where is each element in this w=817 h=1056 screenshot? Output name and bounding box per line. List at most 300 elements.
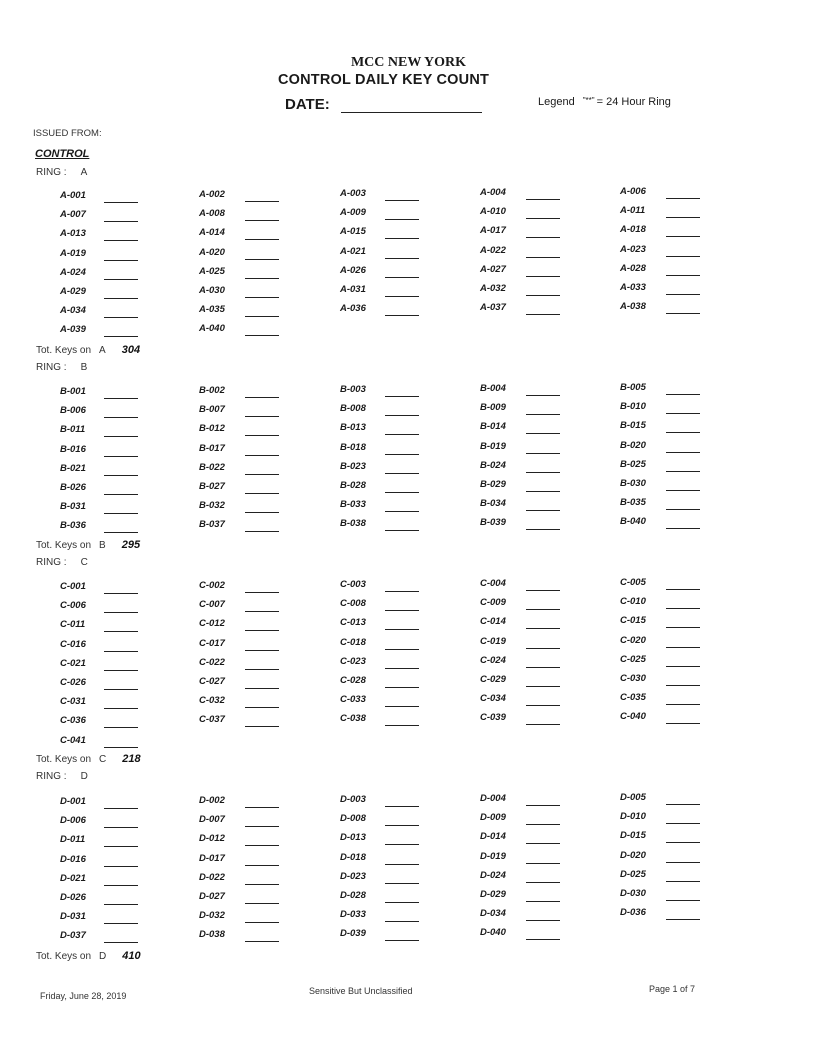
key-code: B-022 <box>199 461 225 473</box>
key-count-blank[interactable] <box>666 685 700 686</box>
key-count-blank[interactable] <box>245 201 279 202</box>
key-code: B-006 <box>60 405 86 417</box>
key-count-blank[interactable] <box>385 277 419 278</box>
key-code: D-040 <box>480 927 506 939</box>
key-code: A-029 <box>60 286 86 297</box>
key-code: C-017 <box>199 637 225 649</box>
key-count-blank[interactable] <box>245 239 279 240</box>
key-count-blank[interactable] <box>385 610 419 611</box>
key-code: B-026 <box>60 482 86 493</box>
total-value: 410 <box>122 950 141 962</box>
ring-letter: B <box>80 362 88 373</box>
key-code: A-035 <box>199 304 225 316</box>
key-code: C-028 <box>340 675 366 686</box>
key-code: C-002 <box>199 580 225 591</box>
key-code: C-006 <box>60 600 86 612</box>
ring-prefix: RING : <box>36 771 67 782</box>
legend-label: Legend <box>538 96 575 108</box>
key-code: D-012 <box>199 833 225 845</box>
key-count-blank[interactable] <box>385 454 419 455</box>
key-code: B-036 <box>60 520 86 532</box>
key-code: B-031 <box>60 501 86 513</box>
key-count-blank[interactable] <box>526 276 560 277</box>
key-code: A-037 <box>480 302 506 314</box>
key-count-blank[interactable] <box>245 435 279 436</box>
key-code: B-007 <box>199 404 225 416</box>
key-count-blank[interactable] <box>104 317 138 318</box>
key-code: A-017 <box>480 225 506 237</box>
total-ring-letter: B <box>99 540 106 551</box>
key-code: C-012 <box>199 618 225 630</box>
key-code: B-015 <box>620 420 646 432</box>
key-count-blank[interactable] <box>245 493 279 494</box>
key-count-blank[interactable] <box>245 845 279 846</box>
ring-prefix: RING : <box>36 557 67 568</box>
key-count-blank[interactable] <box>104 298 138 299</box>
key-count-blank[interactable] <box>245 278 279 279</box>
key-code: D-019 <box>480 850 506 862</box>
key-code: A-022 <box>480 244 506 256</box>
key-code: D-018 <box>340 851 366 863</box>
key-count-blank[interactable] <box>385 511 419 512</box>
key-count-blank[interactable] <box>104 456 138 457</box>
key-code: C-010 <box>620 596 646 608</box>
key-count-blank[interactable] <box>245 316 279 317</box>
key-code: A-014 <box>199 227 225 239</box>
key-count-blank[interactable] <box>666 666 700 667</box>
key-code: A-040 <box>199 323 225 335</box>
key-code: C-019 <box>480 635 506 647</box>
key-code: A-032 <box>480 283 506 294</box>
key-count-blank[interactable] <box>666 217 700 218</box>
key-count-blank[interactable] <box>385 940 419 941</box>
key-count-blank[interactable] <box>385 591 419 592</box>
key-code: A-003 <box>340 188 366 199</box>
key-count-blank[interactable] <box>385 473 419 474</box>
key-code: A-013 <box>60 228 86 240</box>
key-code: C-034 <box>480 693 506 705</box>
key-count-blank[interactable] <box>385 864 419 865</box>
total-ring-letter: C <box>99 754 107 765</box>
key-count-blank[interactable] <box>526 882 560 883</box>
key-code: D-003 <box>340 794 366 805</box>
total-ring-letter: A <box>99 345 106 356</box>
legend-text: = 24 Hour Ring <box>596 96 671 108</box>
key-count-blank[interactable] <box>104 336 138 337</box>
key-code: D-005 <box>620 792 646 803</box>
key-code: B-019 <box>480 440 506 452</box>
key-count-blank[interactable] <box>245 297 279 298</box>
key-code: C-026 <box>60 677 86 688</box>
total-value: 295 <box>121 539 141 551</box>
key-count-blank[interactable] <box>104 260 138 261</box>
key-code: D-017 <box>199 852 225 864</box>
key-code: D-028 <box>340 890 366 901</box>
key-code: D-026 <box>60 892 86 903</box>
key-code: C-039 <box>480 712 506 724</box>
key-count-blank[interactable] <box>666 627 700 628</box>
total-prefix: Tot. Keys on <box>36 951 92 962</box>
key-count-blank[interactable] <box>104 885 138 886</box>
key-code: D-023 <box>340 870 366 882</box>
key-code: B-034 <box>480 498 506 510</box>
key-code: D-001 <box>60 796 86 807</box>
key-count-blank[interactable] <box>385 415 419 416</box>
key-code: B-012 <box>199 423 225 435</box>
key-code: D-033 <box>340 909 366 921</box>
key-count-blank[interactable] <box>385 668 419 669</box>
key-count-blank[interactable] <box>526 920 560 921</box>
key-code: C-011 <box>60 619 86 631</box>
ring-label-b <box>36 362 87 373</box>
key-code: C-013 <box>340 617 366 629</box>
key-count-blank[interactable] <box>245 688 279 689</box>
key-code: C-040 <box>620 711 646 723</box>
key-count-blank[interactable] <box>666 723 700 724</box>
key-code: C-018 <box>340 636 366 648</box>
total-value: 304 <box>121 344 141 356</box>
key-count-blank[interactable] <box>245 259 279 260</box>
key-count-blank[interactable] <box>666 647 700 648</box>
key-code: B-025 <box>620 458 646 470</box>
key-count-blank[interactable] <box>104 631 138 632</box>
key-count-blank[interactable] <box>104 651 138 652</box>
key-code: B-038 <box>340 518 366 530</box>
legend <box>538 96 671 108</box>
key-code: D-034 <box>480 908 506 920</box>
key-count-blank[interactable] <box>385 825 419 826</box>
key-code: C-038 <box>340 713 366 725</box>
key-count-blank[interactable] <box>385 725 419 726</box>
key-code: D-037 <box>60 930 86 942</box>
key-code: D-020 <box>620 849 646 861</box>
key-count-blank[interactable] <box>104 846 138 847</box>
ring-letter: C <box>80 557 88 568</box>
key-count-blank[interactable] <box>245 707 279 708</box>
key-count-blank[interactable] <box>526 609 560 610</box>
key-code: A-034 <box>60 305 86 317</box>
total-prefix: Tot. Keys on <box>36 345 92 356</box>
key-count-blank[interactable] <box>526 314 560 315</box>
key-code: A-002 <box>199 189 225 200</box>
key-code: B-008 <box>340 403 366 415</box>
key-count-blank[interactable] <box>245 903 279 904</box>
key-code: C-009 <box>480 597 506 609</box>
key-count-blank[interactable] <box>666 528 700 529</box>
key-count-blank[interactable] <box>245 512 279 513</box>
key-count-blank[interactable] <box>666 881 700 882</box>
key-count-blank[interactable] <box>526 395 560 396</box>
key-code: A-020 <box>199 246 225 258</box>
key-count-blank[interactable] <box>104 417 138 418</box>
key-count-blank[interactable] <box>245 941 279 942</box>
key-count-blank[interactable] <box>104 827 138 828</box>
key-count-blank[interactable] <box>526 218 560 219</box>
key-count-blank[interactable] <box>104 612 138 613</box>
key-count-blank[interactable] <box>104 513 138 514</box>
key-code: A-036 <box>340 303 366 315</box>
key-count-blank[interactable] <box>526 628 560 629</box>
key-count-blank[interactable] <box>104 475 138 476</box>
key-count-blank[interactable] <box>666 394 700 395</box>
key-count-blank[interactable] <box>526 199 560 200</box>
key-code: D-038 <box>199 929 225 941</box>
key-code: B-009 <box>480 402 506 414</box>
key-count-blank[interactable] <box>104 240 138 241</box>
key-count-blank[interactable] <box>385 921 419 922</box>
key-code: C-027 <box>199 676 225 687</box>
key-count-blank[interactable] <box>666 452 700 453</box>
key-count-blank[interactable] <box>666 823 700 824</box>
key-count-blank[interactable] <box>104 202 138 203</box>
key-count-blank[interactable] <box>104 708 138 709</box>
key-count-blank[interactable] <box>526 824 560 825</box>
key-count-blank[interactable] <box>666 236 700 237</box>
key-count-blank[interactable] <box>666 294 700 295</box>
key-count-blank[interactable] <box>104 398 138 399</box>
key-code: B-010 <box>620 401 646 413</box>
key-count-blank[interactable] <box>666 471 700 472</box>
key-code: B-005 <box>620 382 646 393</box>
key-code: D-032 <box>199 910 225 922</box>
key-code: B-018 <box>340 441 366 453</box>
key-count-blank[interactable] <box>245 531 279 532</box>
key-code: B-024 <box>480 459 506 471</box>
key-code: D-006 <box>60 815 86 827</box>
key-code: B-035 <box>620 497 646 509</box>
key-count-blank[interactable] <box>245 884 279 885</box>
key-count-blank[interactable] <box>526 491 560 492</box>
key-count-blank[interactable] <box>385 706 419 707</box>
key-count-blank[interactable] <box>666 704 700 705</box>
key-code: A-009 <box>340 207 366 219</box>
key-count-blank[interactable] <box>245 220 279 221</box>
key-code: A-021 <box>340 245 366 257</box>
key-count-blank[interactable] <box>385 687 419 688</box>
key-count-blank[interactable] <box>385 883 419 884</box>
key-count-blank[interactable] <box>104 808 138 809</box>
key-count-blank[interactable] <box>385 315 419 316</box>
key-count-blank[interactable] <box>104 494 138 495</box>
key-code: A-030 <box>199 285 225 296</box>
total-prefix: Tot. Keys on <box>36 754 92 765</box>
key-count-blank[interactable] <box>385 200 419 201</box>
key-count-blank[interactable] <box>104 436 138 437</box>
key-count-blank[interactable] <box>526 529 560 530</box>
key-code: C-024 <box>480 654 506 666</box>
key-code: D-007 <box>199 814 225 826</box>
key-count-blank[interactable] <box>104 670 138 671</box>
key-code: D-015 <box>620 830 646 842</box>
key-count-blank[interactable] <box>666 313 700 314</box>
key-count-blank[interactable] <box>245 611 279 612</box>
key-count-blank[interactable] <box>526 805 560 806</box>
key-count-blank[interactable] <box>526 901 560 902</box>
key-count-blank[interactable] <box>385 844 419 845</box>
key-count-blank[interactable] <box>245 650 279 651</box>
key-count-blank[interactable] <box>526 686 560 687</box>
key-count-blank[interactable] <box>526 843 560 844</box>
key-code: B-040 <box>620 516 646 528</box>
key-code: A-031 <box>340 284 366 295</box>
key-code: B-004 <box>480 383 506 394</box>
key-count-blank[interactable] <box>526 667 560 668</box>
key-count-blank[interactable] <box>526 590 560 591</box>
key-code: B-001 <box>60 386 86 397</box>
key-count-blank[interactable] <box>666 509 700 510</box>
key-count-blank[interactable] <box>385 492 419 493</box>
key-count-blank[interactable] <box>526 705 560 706</box>
key-count-blank[interactable] <box>666 842 700 843</box>
key-count-blank[interactable] <box>104 866 138 867</box>
key-count-blank[interactable] <box>526 295 560 296</box>
total-prefix: Tot. Keys on <box>36 540 92 551</box>
key-code: B-030 <box>620 478 646 489</box>
key-count-blank[interactable] <box>104 942 138 943</box>
key-count-blank[interactable] <box>104 221 138 222</box>
key-code: A-010 <box>480 206 506 218</box>
key-code: B-029 <box>480 479 506 490</box>
key-count-blank[interactable] <box>104 747 138 748</box>
key-count-blank[interactable] <box>385 629 419 630</box>
key-count-blank[interactable] <box>104 532 138 533</box>
key-count-blank[interactable] <box>526 433 560 434</box>
key-count-blank[interactable] <box>245 397 279 398</box>
key-code: D-036 <box>620 907 646 919</box>
key-count-blank[interactable] <box>526 724 560 725</box>
key-code: A-027 <box>480 263 506 275</box>
key-code: B-016 <box>60 443 86 455</box>
key-count-blank[interactable] <box>385 649 419 650</box>
key-count-blank[interactable] <box>245 726 279 727</box>
key-code: C-007 <box>199 599 225 611</box>
key-code: A-024 <box>60 266 86 278</box>
key-code: A-006 <box>620 186 646 197</box>
key-count-blank[interactable] <box>385 396 419 397</box>
key-count-blank[interactable] <box>666 589 700 590</box>
key-count-blank[interactable] <box>245 335 279 336</box>
key-count-blank[interactable] <box>245 474 279 475</box>
key-code: C-005 <box>620 577 646 588</box>
key-count-blank[interactable] <box>104 727 138 728</box>
key-count-blank[interactable] <box>385 434 419 435</box>
key-code: D-004 <box>480 793 506 804</box>
key-count-blank[interactable] <box>385 902 419 903</box>
key-count-blank[interactable] <box>104 593 138 594</box>
key-code: C-031 <box>60 696 86 708</box>
key-code: C-014 <box>480 616 506 628</box>
key-code: D-009 <box>480 812 506 824</box>
key-code: C-022 <box>199 656 225 668</box>
key-count-blank[interactable] <box>385 238 419 239</box>
key-count-blank[interactable] <box>385 219 419 220</box>
key-code: C-037 <box>199 714 225 726</box>
key-count-blank[interactable] <box>104 689 138 690</box>
key-count-blank[interactable] <box>526 414 560 415</box>
key-count-blank[interactable] <box>666 256 700 257</box>
key-code: B-002 <box>199 385 225 396</box>
key-count-blank[interactable] <box>666 275 700 276</box>
key-count-blank[interactable] <box>104 279 138 280</box>
key-count-blank[interactable] <box>526 510 560 511</box>
key-code: B-037 <box>199 519 225 531</box>
ring-label-d <box>36 771 88 782</box>
key-code: A-007 <box>60 209 86 221</box>
key-count-blank[interactable] <box>666 490 700 491</box>
issued-from-label: ISSUED FROM: <box>33 128 102 139</box>
total-keys-c <box>36 753 141 765</box>
key-count-blank[interactable] <box>526 257 560 258</box>
legend-symbol: "**" <box>582 96 595 105</box>
date-label: DATE: <box>285 96 330 113</box>
key-count-blank[interactable] <box>526 453 560 454</box>
key-count-blank[interactable] <box>245 807 279 808</box>
key-count-blank[interactable] <box>104 904 138 905</box>
facility-title: MCC NEW YORK <box>350 55 467 70</box>
key-count-blank[interactable] <box>666 608 700 609</box>
key-code: C-029 <box>480 674 506 685</box>
key-code: A-011 <box>620 205 646 217</box>
key-code: C-032 <box>199 695 225 707</box>
key-code: A-004 <box>480 187 506 198</box>
key-code: C-036 <box>60 715 86 727</box>
key-count-blank[interactable] <box>526 648 560 649</box>
key-count-blank[interactable] <box>245 416 279 417</box>
key-count-blank[interactable] <box>526 472 560 473</box>
key-count-blank[interactable] <box>245 630 279 631</box>
location-heading: CONTROL <box>35 148 90 160</box>
ring-letter: D <box>80 771 88 782</box>
key-count-blank[interactable] <box>526 237 560 238</box>
key-code: D-025 <box>620 868 646 880</box>
key-count-blank[interactable] <box>245 669 279 670</box>
key-code: B-014 <box>480 421 506 433</box>
key-code: C-003 <box>340 579 366 590</box>
footer-date: Friday, June 28, 2019 <box>40 991 127 1001</box>
key-count-blank[interactable] <box>245 592 279 593</box>
key-code: D-030 <box>620 888 646 899</box>
key-count-blank[interactable] <box>666 198 700 199</box>
key-count-blank[interactable] <box>385 258 419 259</box>
key-count-blank[interactable] <box>666 432 700 433</box>
ring-letter: A <box>80 167 88 178</box>
key-code: D-039 <box>340 928 366 940</box>
key-count-blank[interactable] <box>666 804 700 805</box>
key-code: A-008 <box>199 208 225 220</box>
key-count-blank[interactable] <box>666 413 700 414</box>
key-count-blank[interactable] <box>385 296 419 297</box>
key-count-blank[interactable] <box>245 455 279 456</box>
key-count-blank[interactable] <box>245 865 279 866</box>
key-count-blank[interactable] <box>666 900 700 901</box>
key-code: C-015 <box>620 615 646 627</box>
key-count-blank[interactable] <box>385 530 419 531</box>
key-count-blank[interactable] <box>385 806 419 807</box>
key-count-blank[interactable] <box>104 923 138 924</box>
key-count-blank[interactable] <box>666 919 700 920</box>
key-code: C-016 <box>60 638 86 650</box>
key-count-blank[interactable] <box>526 863 560 864</box>
footer-classification: Sensitive But Unclassified <box>309 986 413 996</box>
key-code: D-021 <box>60 872 86 884</box>
key-code: A-023 <box>620 243 646 255</box>
key-count-blank[interactable] <box>245 826 279 827</box>
key-code: B-032 <box>199 500 225 512</box>
key-code: D-013 <box>340 832 366 844</box>
key-count-blank[interactable] <box>245 922 279 923</box>
key-count-blank[interactable] <box>666 862 700 863</box>
key-count-blank[interactable] <box>526 939 560 940</box>
